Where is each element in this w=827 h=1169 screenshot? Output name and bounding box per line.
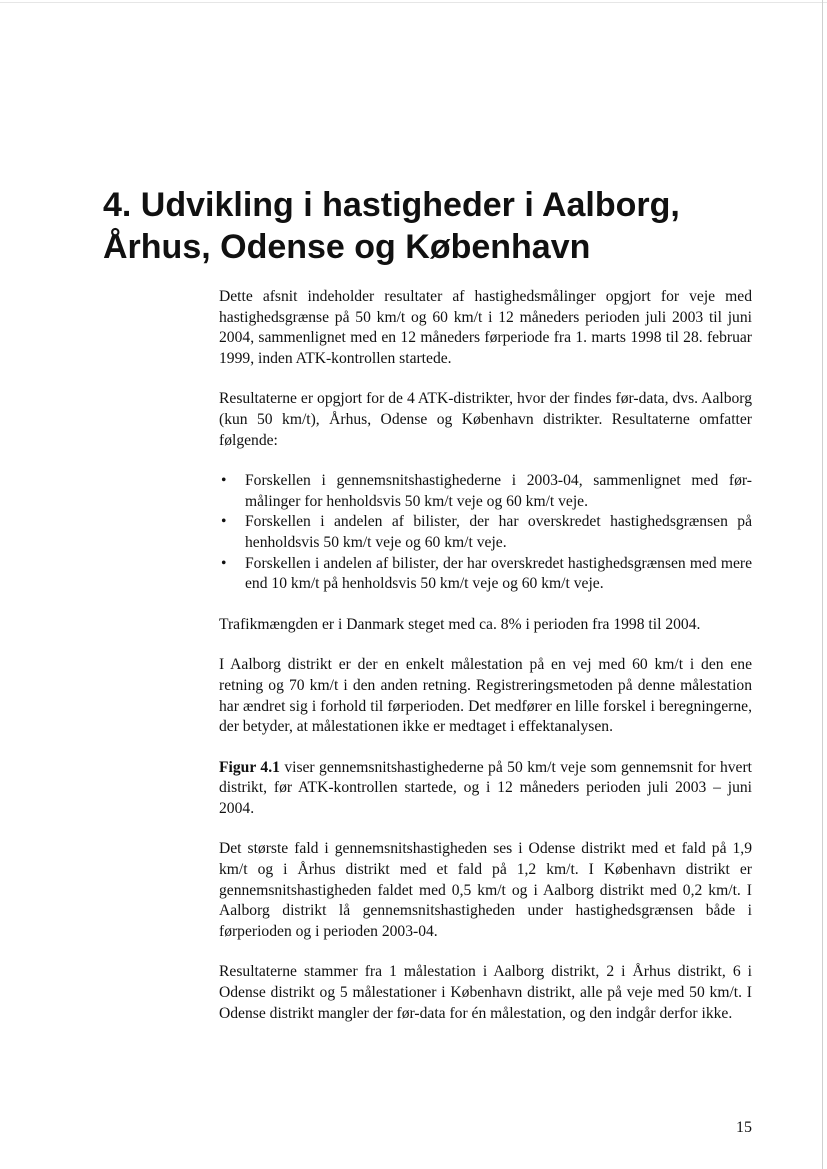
- paragraph-aalborg: I Aalborg distrikt er der en enkelt målestation på en vej med 60 km/t i den ene retning og 70 km/t i den anden retning. Registreringsmetoden på denne målestation har ændret sig i forhold til førperioden. Det medfører en lille forskel i beregningerne, der betyder, at målestationen ikke er medtaget i effektanalysen.: [219, 656, 752, 736]
- chapter-title-line-2: Århus, Odense og København: [103, 228, 591, 266]
- figure-reference-text: viser gennemsnitshastighederne på 50 km/t veje som gennemsnit for hvert distrikt, før ATK-kontrollen startede, og i 12 måneders perioden juli 2003 – juni 2004.: [219, 758, 752, 817]
- figure-reference-label: Figur 4.1: [219, 758, 280, 776]
- paragraph-traffic: Trafikmængden er i Danmark steget med ca. 8% i perioden fra 1998 til 2004.: [219, 615, 701, 633]
- chapter-title-line-1: 4. Udvikling i hastigheder i Aalborg,: [103, 186, 680, 224]
- paragraph-intro: Dette afsnit indeholder resultater af hastighedsmålinger opgjort for veje med hastighedsgrænse på 50 km/t og 60 km/t i 12 måneders perioden juli 2003 til juni 2004, sammenlignet med en 12 måneders førperiode fra 1. marts 1998 til 28. februar 1999, inden ATK-kontrollen startede.: [219, 288, 752, 367]
- results-bullet-list: [219, 471, 752, 595]
- paragraph-districts: Resultaterne er opgjort for de 4 ATK-distrikter, hvor der findes før-data, dvs. Aalborg (kun 50 km/t), Århus, Odense og København distrikter. Resultaterne omfatter følgende:: [219, 390, 752, 449]
- body-text: [219, 287, 752, 1044]
- list-item: [219, 512, 752, 553]
- list-item-text: Forskellen i gennemsnitshastighederne i 2003-04, sammenlignet med før-målinger for henholdsvis 50 km/t veje og 60 km/t veje.: [245, 472, 752, 510]
- page-right-edge: [822, 0, 823, 1169]
- paragraph-figure-reference: [219, 758, 752, 820]
- chapter-title: [103, 184, 743, 268]
- bullet-icon: •: [221, 513, 227, 531]
- list-item-text: Forskellen i andelen af bilister, der har overskredet hastighedsgrænsen på henholdsvis 50 km/t veje og 60 km/t veje.: [245, 513, 752, 551]
- list-item-text: Forskellen i andelen af bilister, der har overskredet hastighedsgrænsen med mere end 10 km/t på henholdsvis 50 km/t veje og 60 km/t veje.: [245, 554, 752, 593]
- bullet-icon: •: [221, 472, 227, 490]
- paragraph-largest-drop: Det største fald i gennemsnitshastigheden ses i Odense distrikt med et fald på 1,9 km/t og i Århus distrikt med et fald på 1,2 km/t. I København distrikt er gennemsnitshastigheden faldet med 0,5 km/t og i Aalborg distrikt med 0,2 km/t. I Aalborg distrikt lå gennemsnitshastigheden under hastighedsgrænsen både i førperioden og i perioden 2003-04.: [219, 840, 752, 940]
- list-item: [219, 471, 752, 512]
- page-number: 15: [736, 1119, 752, 1136]
- page-top-edge: [0, 2, 827, 3]
- bullet-icon: •: [221, 554, 227, 572]
- paragraph-stations: Resultaterne stammer fra 1 målestation i Aalborg distrikt, 2 i Århus distrikt, 6 i Odense distrikt og 5 målestationer i København distrikt, alle på veje med 50 km/t. I Odense distrikt mangler der før-data for én målestation, og den indgår derfor ikke.: [219, 963, 752, 1022]
- list-item: [219, 554, 752, 595]
